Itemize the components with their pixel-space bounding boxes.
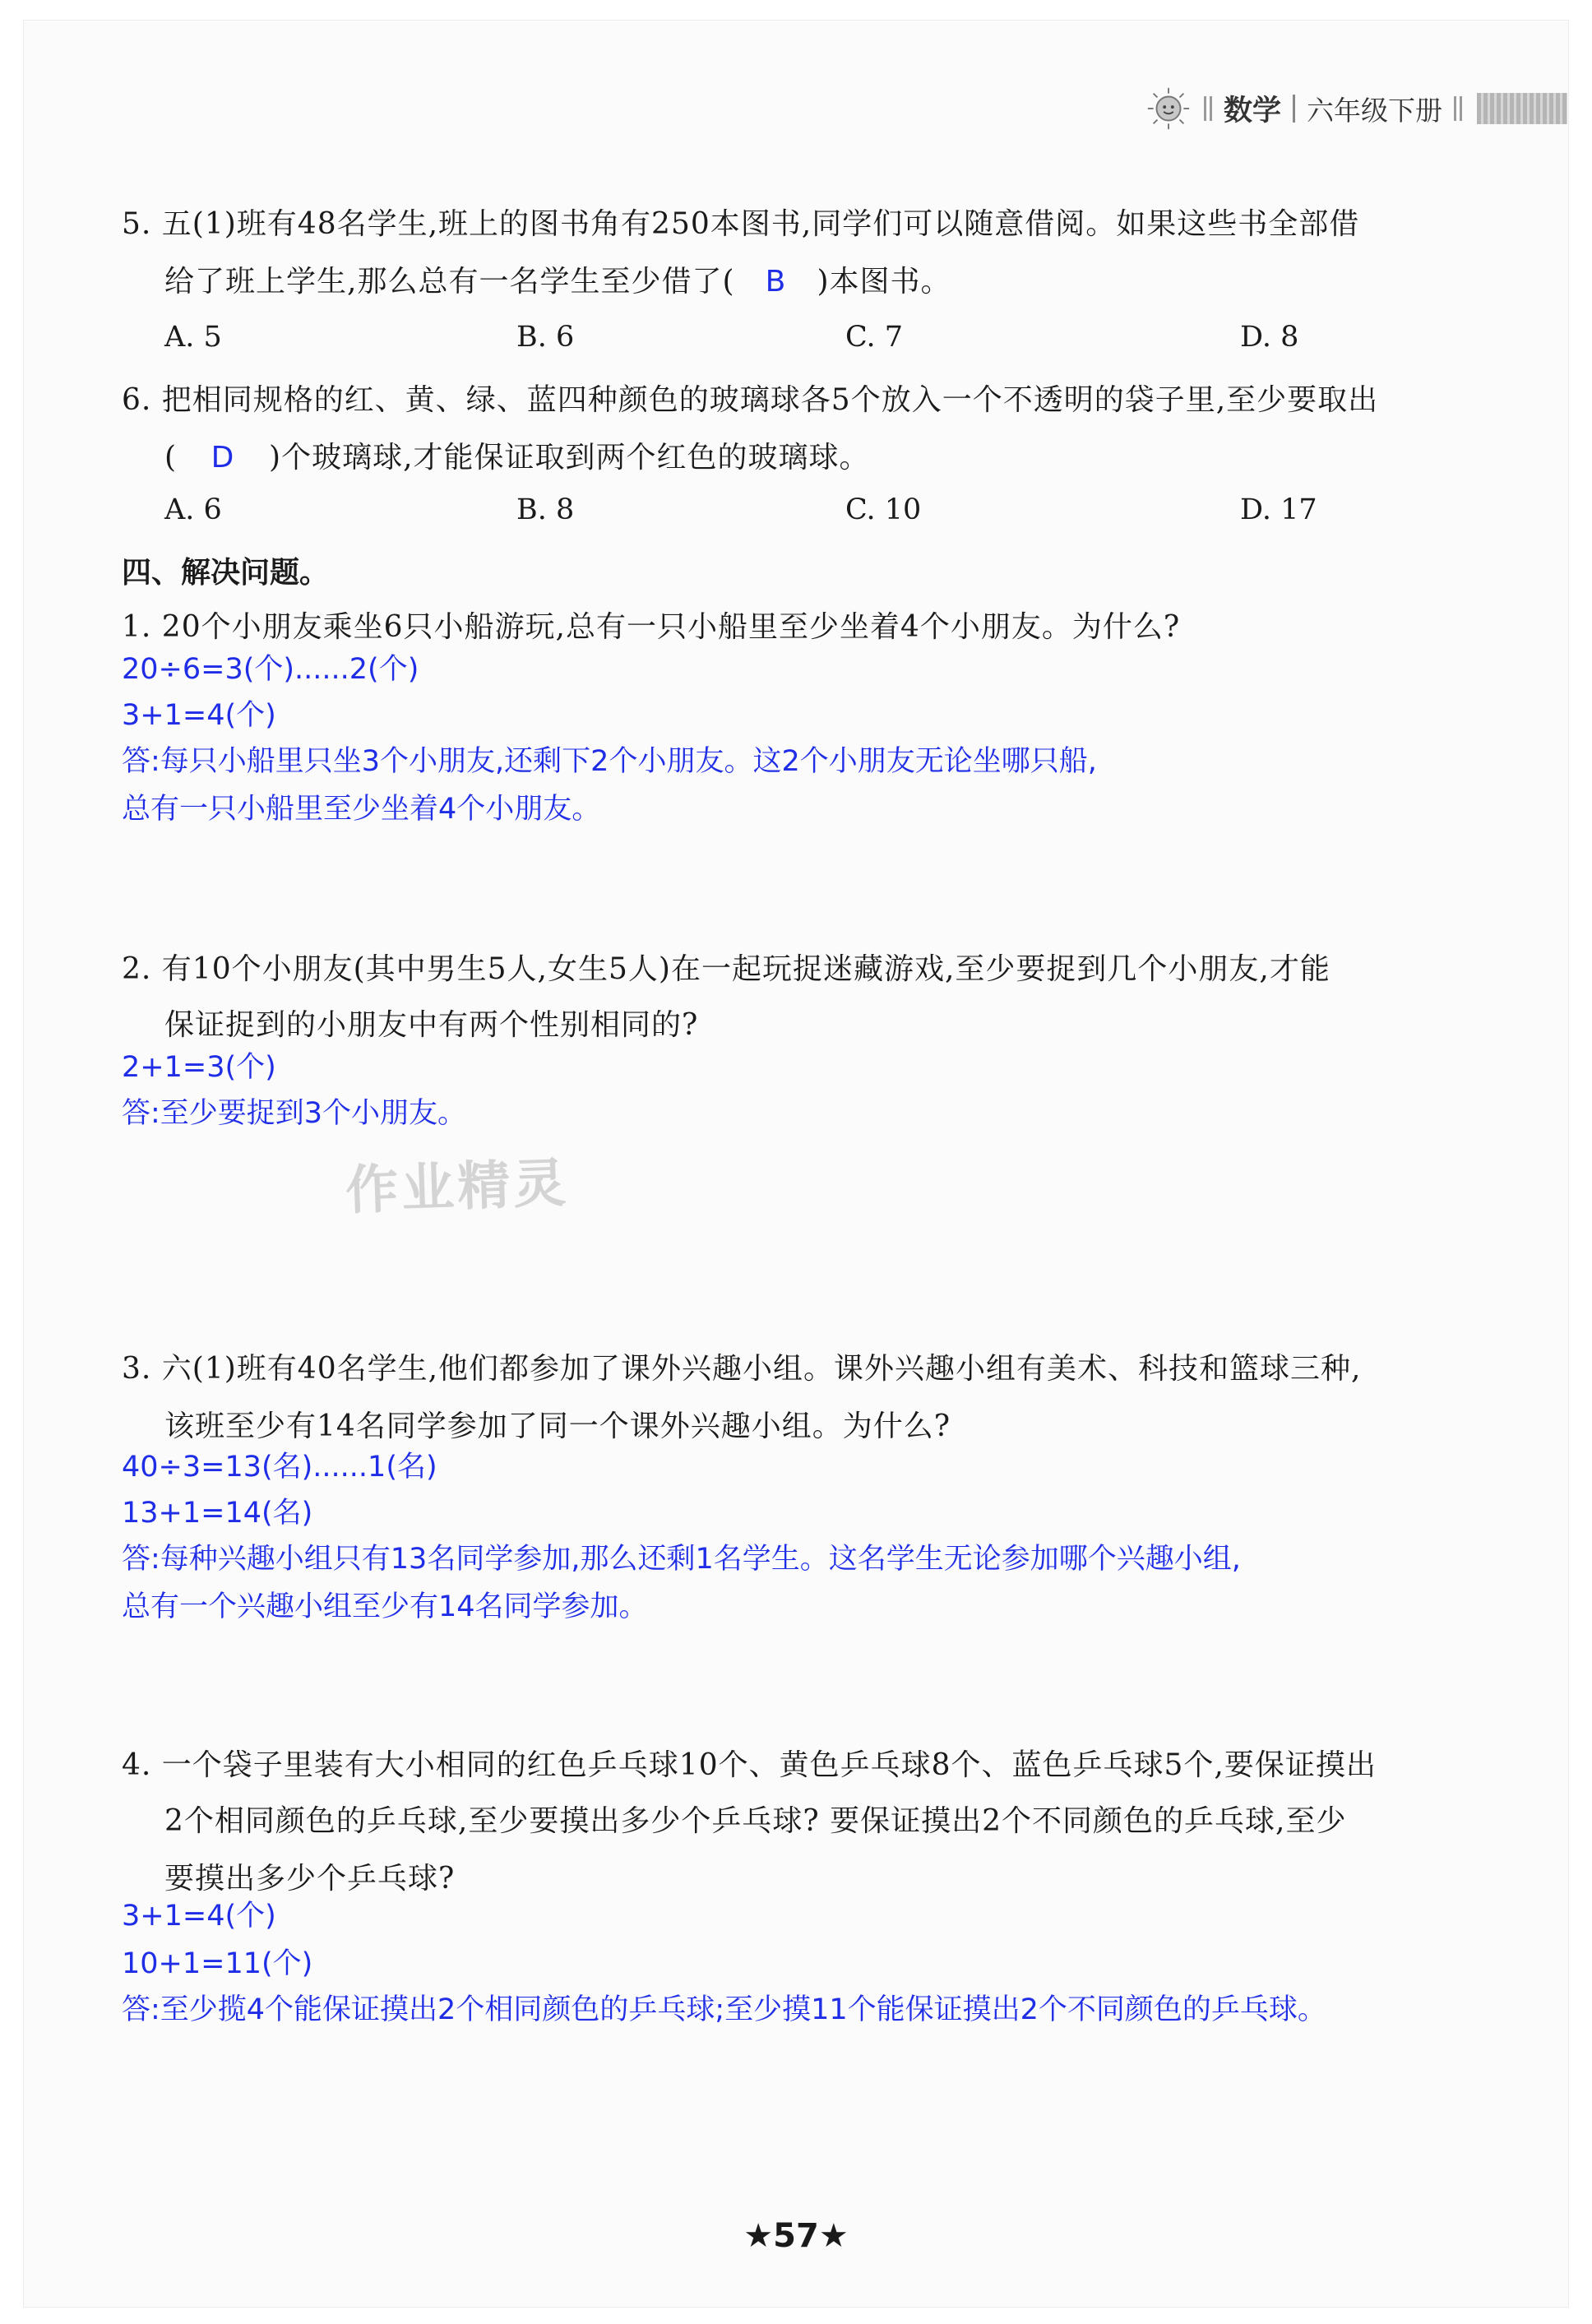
q5-answer: B (765, 265, 787, 299)
p1-answer-line: 总有一只小船里至少坐着4个小朋友。 (122, 793, 601, 826)
header-divider (1454, 96, 1462, 121)
q5-option-a: A. 5 (164, 321, 222, 354)
p4-answer-line: 3+1=4(个) (122, 1900, 276, 1933)
p3-question-line: 3. 六(1)班有40名学生,他们都参加了课外兴趣小组。课外兴趣小组有美术、科技和篮球三种, (122, 1352, 1362, 1386)
p3-answer-line: 答:每种兴趣小组只有13名同学参加,那么还剩1名学生。这名学生无论参加哪个兴趣小组, (122, 1543, 1241, 1576)
q6-line2-post: )个玻璃球,才能保证取到两个红色的玻璃球。 (269, 441, 870, 475)
q6-option-a: A. 6 (164, 493, 222, 526)
p1-answer-line: 20÷6=3(个)......2(个) (122, 653, 419, 686)
q5-line2 (164, 258, 951, 300)
p3-answer-line: 40÷3=13(名)......1(名) (122, 1451, 437, 1484)
p3-question-line: 该班至少有14名同学参加了同一个课外兴趣小组。为什么? (164, 1410, 951, 1443)
q5-line2-pre: 给了班上学生,那么总有一名学生至少借了( (164, 265, 735, 299)
q5-line1: 5. 五(1)班有48名学生,班上的图书角有250本图书,同学们可以随意借阅。如果这些书全部借 (122, 207, 1360, 241)
q6-option-b: B. 8 (516, 493, 575, 526)
q6-option-d: D. 17 (1240, 493, 1317, 526)
p1-answer-line: 3+1=4(个) (122, 699, 276, 732)
q5-option-b: B. 6 (516, 321, 575, 354)
header-stripes (1477, 93, 1567, 124)
q6-option-c: C. 10 (845, 493, 922, 526)
q5-option-d: D. 8 (1240, 321, 1299, 354)
watermark-logo: 作业精灵 (345, 1153, 571, 1222)
header-subject: 数学 (1223, 95, 1281, 127)
p2-answer-line: 2+1=3(个) (122, 1051, 276, 1084)
p4-answer-line: 答:至少揽4个能保证摸出2个相同颜色的乒乓球;至少摸11个能保证摸出2个不同颜色的乒乓球。 (122, 1993, 1326, 2026)
q6-answer: D (211, 441, 235, 475)
p3-answer-line: 总有一个兴趣小组至少有14名同学参加。 (122, 1590, 648, 1623)
page-header (1145, 82, 1567, 135)
p3-answer-line: 13+1=14(名) (122, 1497, 313, 1530)
p4-question-line: 2个相同颜色的乒乓球,至少要摸出多少个乒乓球? 要保证摸出2个不同颜色的乒乓球,至少 (164, 1804, 1347, 1838)
p4-answer-line: 10+1=11(个) (122, 1947, 313, 1980)
p2-question-line: 2. 有10个小朋友(其中男生5人,女生5人)在一起玩捉迷藏游戏,至少要捉到几个小朋友,才能 (122, 952, 1331, 986)
q6-line1: 6. 把相同规格的红、黄、绿、蓝四种颜色的玻璃球各5个放入一个不透明的袋子里,至少要取出 (122, 383, 1379, 417)
q6-line2-pre: ( (164, 441, 178, 475)
p2-answer-line: 答:至少要捉到3个小朋友。 (122, 1097, 467, 1130)
header-grade: 六年级下册 (1307, 94, 1442, 127)
p1-question: 1. 20个小朋友乘坐6只小船游玩,总有一只小船里至少坐着4个小朋友。为什么? (122, 610, 1181, 644)
page-number: ★57★ (743, 2217, 849, 2255)
header-separator (1293, 95, 1295, 123)
section-title: 四、解决问题。 (122, 556, 330, 590)
q5-option-c: C. 7 (845, 321, 904, 354)
q5-line2-post: )本图书。 (817, 265, 951, 299)
p4-question-line: 4. 一个袋子里装有大小相同的红色乒乓球10个、黄色乒乓球8个、蓝色乒乓球5个,要保证摸出 (122, 1748, 1377, 1782)
header-divider (1204, 96, 1212, 121)
p1-answer-line: 答:每只小船里只坐3个小朋友,还剩下2个小朋友。这2个小朋友无论坐哪只船, (122, 745, 1097, 778)
q6-line2 (164, 434, 870, 476)
sun-mascot-icon (1145, 85, 1192, 132)
p4-question-line: 要摸出多少个乒乓球? (164, 1862, 456, 1896)
p2-question-line: 保证捉到的小朋友中有两个性别相同的? (164, 1008, 699, 1042)
